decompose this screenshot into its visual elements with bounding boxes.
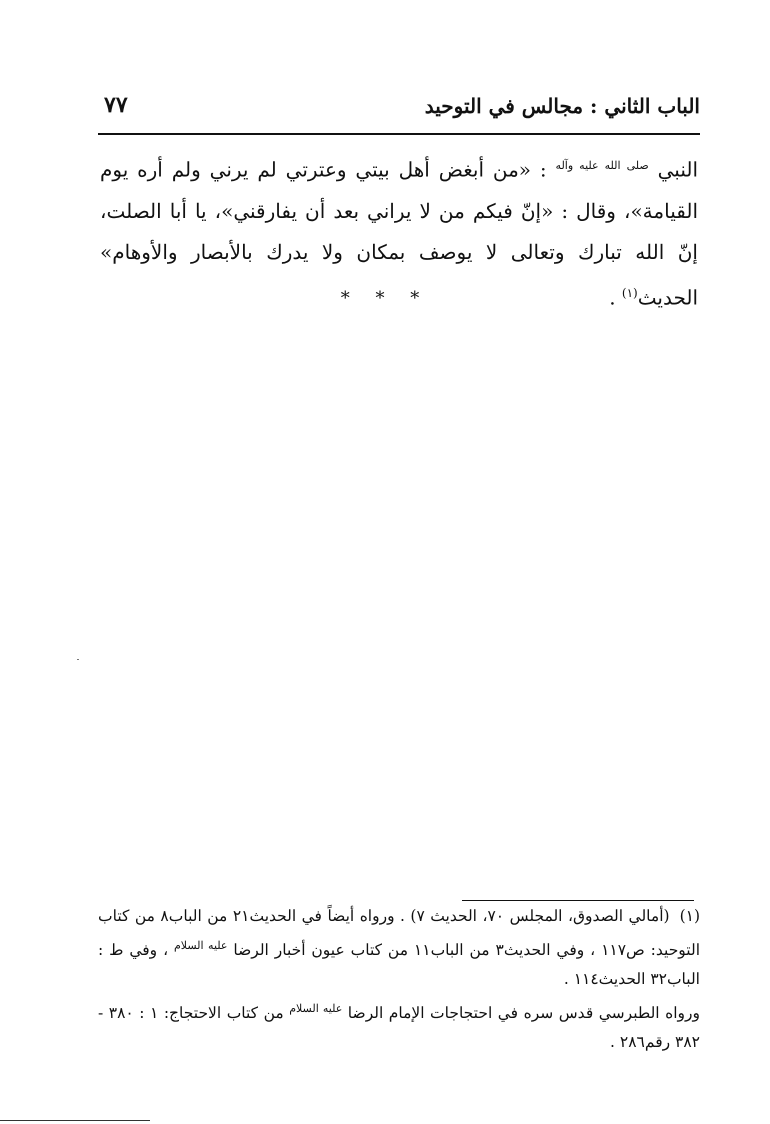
- page-number: ٧٧: [104, 92, 128, 118]
- body-line-2: «إنّ فيكم من لا يراني بعد أن يفارقني»، يا أبا الصلت، إنّ الله تبارك وتعالى لا: [100, 198, 698, 264]
- header-rule: [98, 133, 700, 135]
- footnotes: [98, 902, 700, 1057]
- honorific-symbol: صلى الله عليه وآله: [555, 159, 649, 172]
- honorific-symbol: عليه السلام: [173, 939, 228, 952]
- footnote: [98, 902, 700, 1057]
- page-header: [98, 92, 700, 128]
- body-line-1-start: النبي: [648, 157, 698, 182]
- body-line-3: يوصف بمكان ولا يدرك بالأبصار والأوهام» الحديث: [100, 239, 698, 310]
- footnote-reference: (١): [621, 285, 638, 300]
- footnote-text-part-4: من كتاب الاحتجاج: ١ : ٣٨٠ - ٣٨٢ رقم٢٨٦ .: [98, 1004, 700, 1052]
- running-title: الباب الثاني : مجالس في التوحيد: [424, 94, 700, 118]
- scan-edge-line: [0, 1120, 150, 1121]
- scan-speck: [77, 659, 79, 660]
- footnote-text-part-1: (أمالي الصدوق، المجلس ٧٠، الحديث ٧) . ورواه أيضاً في الحديث٢١ من الباب٨ من كتاب التوحيد: ص١١٧ ، وفي الحديث٣ من الباب١١ من كتاب عيون أخبار الرضا: [98, 907, 701, 960]
- section-separator: * * *: [340, 288, 430, 309]
- footnote-text-part-3: ورواه الطبرسي قدس سره في احتجاجات الإمام الرضا: [342, 1004, 701, 1023]
- footnote-number: (١): [679, 907, 701, 925]
- honorific-symbol: عليه السلام: [289, 1002, 343, 1016]
- body-line-1-end: : «من أبغض أهل بيتي وعترتي لم يرني ولم أره يوم القيامة»، وقال :: [100, 157, 699, 223]
- footnote-rule: [462, 900, 694, 901]
- footnote-text-part-2: ، وفي ط : الباب٣٢ الحديث١١٤ .: [98, 941, 700, 989]
- body-line-3-end: .: [609, 285, 622, 310]
